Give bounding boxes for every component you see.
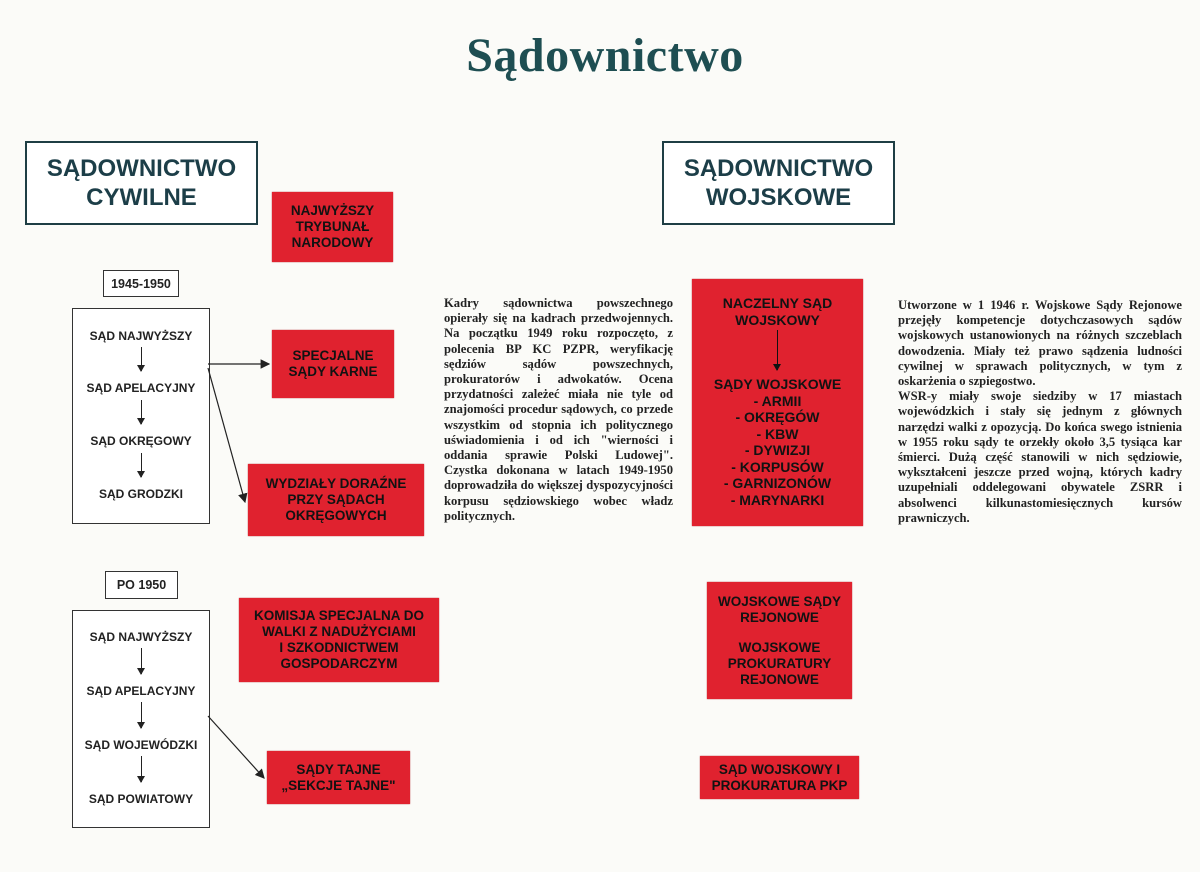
military-court-kbw: - KBW — [756, 425, 799, 442]
regional-courts-line-2: REJONOWE — [740, 609, 819, 625]
military-courts-title: SĄDY WOJSKOWE — [713, 376, 842, 392]
regional-prosecutors-line-3: REJONOWE — [740, 671, 819, 687]
regional-prosecutors-line-1: WOJSKOWE — [738, 639, 821, 655]
supreme-military-court-line-2: WOJSKOWY — [735, 311, 820, 328]
tribunal-line-1: NAJWYŻSZY — [290, 203, 375, 218]
tribunal-line-2: TRYBUNAŁ — [295, 219, 370, 234]
military-court-okregow: - OKRĘGÓW — [735, 409, 820, 425]
military-heading-line2: WOJSKOWE — [705, 184, 852, 211]
period-label-po-1950: PO 1950 — [105, 571, 178, 599]
railway-line-2: PROKURATURA PKP — [711, 777, 848, 793]
chain1-court-2: SĄD APELACYJNY — [86, 381, 196, 395]
regional-prosecutors-line-2: PROKURATURY — [727, 655, 832, 671]
chain1-court-3: SĄD OKRĘGOWY — [90, 434, 192, 448]
tribunal-line-3: NARODOWY — [291, 235, 374, 250]
chain2-court-2: SĄD APELACYJNY — [86, 684, 196, 698]
criminal-line-2: SĄDY KARNE — [288, 364, 378, 379]
military-court-korpusow: - KORPUSÓW — [731, 458, 824, 475]
military-description — [898, 298, 1182, 526]
secret-line-2: „SEKCJE TAJNE" — [281, 777, 396, 793]
military-heading-line1: SĄDOWNICTWO — [683, 155, 874, 182]
summary-line-2: PRZY SĄDACH — [287, 492, 385, 507]
military-court-dywizji: - DYWIZJI — [744, 442, 811, 458]
summary-line-3: OKRĘGOWYCH — [285, 508, 387, 523]
commission-line-4: GOSPODARCZYM — [280, 656, 398, 671]
chain2-court-1: SĄD NAJWYŻSZY — [89, 630, 193, 644]
chain2-court-4: SĄD POWIATOWY — [88, 792, 194, 806]
chain1-court-1: SĄD NAJWYŻSZY — [89, 329, 193, 343]
page-title: Sądownictwo — [466, 29, 744, 82]
chain2-court-3: SĄD WOJEWÓDZKI — [84, 738, 198, 752]
secret-line-1: SĄDY TAJNE — [296, 761, 381, 777]
summary-line-1: WYDZIAŁY DORAŹNE — [265, 476, 407, 491]
military-description-p2: WSR-y miały swoje siedziby w 17 miastach wojewódzkich i stały się jednym z głównych narzędzi walki z opozycją. Do końca swego istnienia w 1955 roku sądy te orzekły około 3,5 tysiąca kar śmierci. Dużą część stanowili w nich sędziowie, wykształceni jeszcze przed wojną, których kadry uzupełniali oddelegowani obywatele ZSRR i absolwenci kilkunastomiesięcznych kursów prawniczych. — [898, 389, 1182, 525]
period-label-1945-1950: 1945-1950 — [103, 270, 179, 297]
military-court-marynarki: - MARYNARKI — [730, 491, 825, 508]
criminal-line-1: SPECJALNE — [292, 348, 374, 363]
military-hierarchy-arrow — [777, 330, 778, 370]
civil-description: Kadry sądownictwa powszechnego opierały się na kadrach przedwojennych. Na początku 1949 roku rozpoczęto, z polecenia BP KC PZPR, weryfikację sędziów sądów powszechnych, prokuratorów i adwokatów. Ocena przydatności zależeć miała nie tyle od znajomości procedur sądowych, co przede wszystkim od stopnia ich politycznego uświadomienia i od ich "wierności i oddania sprawie Polski Ludowej". Czystka dokonana w latach 1949-1950 doprowadziła do większej dyspozycyjności korpusu sędziowskiego wobec władz politycznych. — [444, 296, 673, 523]
commission-line-1: KOMISJA SPECJALNA DO — [253, 608, 425, 623]
regional-military-courts-box — [707, 582, 852, 699]
commission-line-2: WALKI Z NADUŻYCIAMI — [262, 624, 416, 639]
commission-line-3: I SZKODNICTWEM — [279, 640, 399, 655]
arrow-to-secret-courts — [208, 716, 264, 778]
supreme-military-court-line-1: NACZELNY SĄD — [722, 295, 833, 311]
military-court-garnizonow: - GARNIZONÓW — [723, 475, 832, 491]
regional-courts-line-1: WOJSKOWE SĄDY — [717, 593, 841, 609]
civil-heading-line1: SĄDOWNICTWO — [46, 155, 237, 182]
chain1-court-4: SĄD GRODZKI — [99, 487, 183, 501]
military-description-p1: Utworzone w 1 1946 r. Wojskowe Sądy Rejonowe przejęły kompetencje dotychczasowych sądów wojskowych ustanowionych na różnych szczeblach dowodzenia. Miały też prawo sądzenia ludności cywilnej w sprawach politycznych, w tym z oskarżenia o szpiegostwo. — [898, 298, 1182, 389]
arrow-to-summary-departments — [208, 368, 245, 502]
military-court-armii: - ARMII — [753, 392, 802, 409]
railway-line-1: SĄD WOJSKOWY I — [718, 761, 841, 777]
civil-heading-line2: CYWILNE — [86, 184, 197, 211]
railway-military-court-box — [700, 756, 859, 799]
military-hierarchy-box — [692, 279, 863, 526]
